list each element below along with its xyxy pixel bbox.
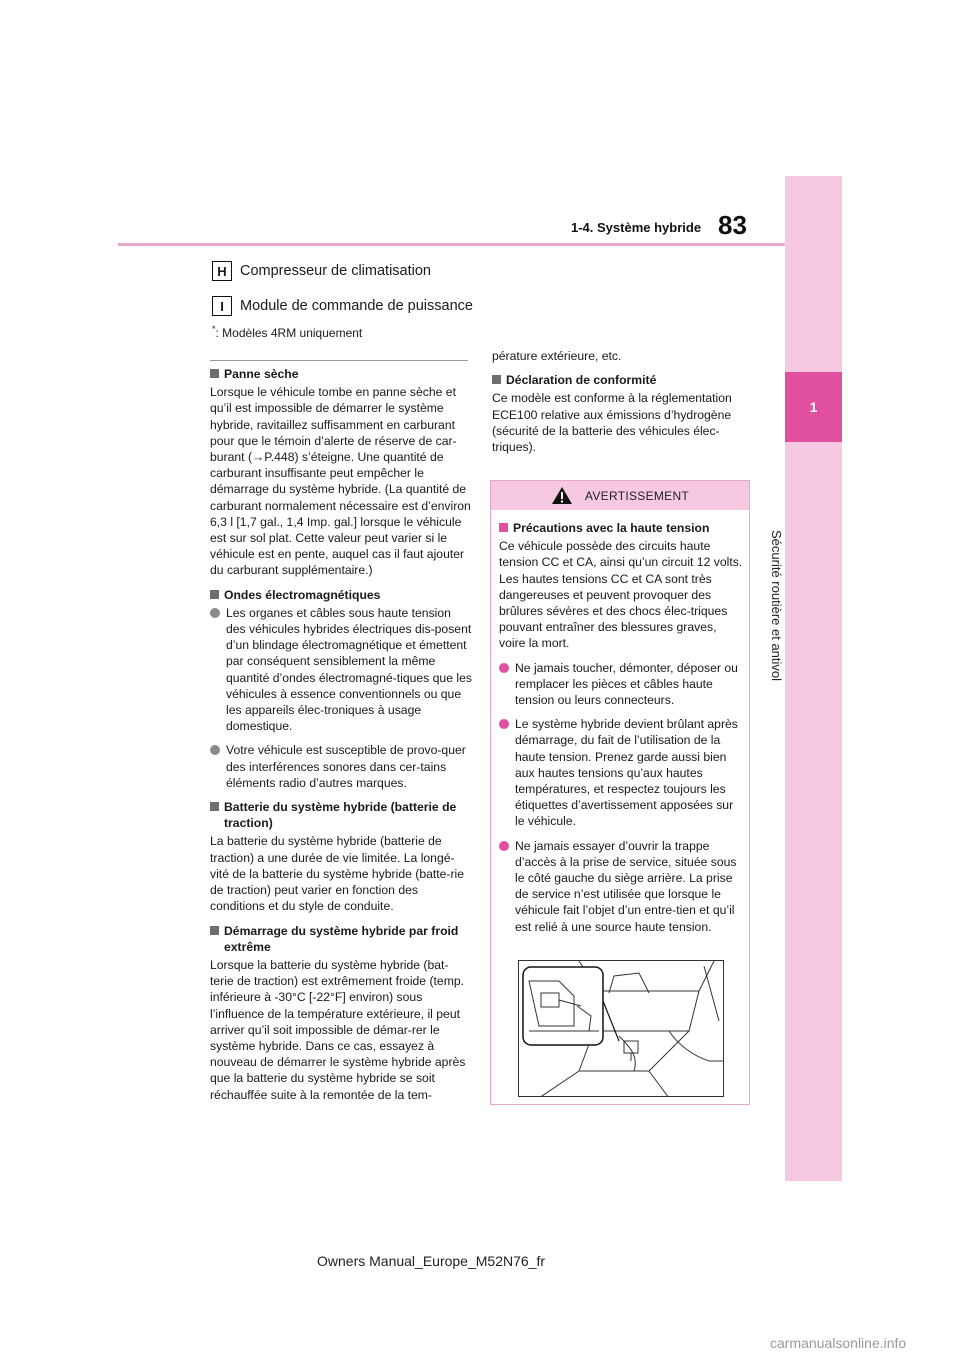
section-heading — [210, 799, 472, 831]
list-item — [210, 742, 472, 791]
chapter-side-strip — [785, 176, 842, 1181]
panne-section — [210, 366, 472, 579]
heading-text: Précautions avec la haute tension — [513, 521, 710, 535]
chapter-title-vertical — [769, 530, 796, 682]
legend-key-box: I — [212, 296, 232, 316]
list-item-text: Le système hybride devient brûlant après démarrage, du fait de l’utilisation de la haute tension. Prenez garde aussi bien aux hautes tensions qu’aux hautes températures, et respectez toujours les étiquettes d’avertissement apposées sur le véhicule. — [515, 717, 738, 829]
circle-bullet-icon — [499, 663, 509, 673]
warning-triangle-icon — [551, 486, 573, 505]
warning-title: AVERTISSEMENT — [584, 488, 690, 503]
left-column — [210, 366, 472, 1111]
header-rule — [118, 243, 785, 246]
circle-bullet-icon — [499, 719, 509, 729]
chapter-tab[interactable] — [785, 372, 842, 442]
section-heading — [210, 923, 472, 955]
warning-header — [491, 481, 749, 510]
section-heading — [492, 372, 747, 388]
heading-text: Batterie du système hybride (batterie de traction) — [224, 800, 457, 831]
heading-text: Ondes électromagnétiques — [224, 587, 381, 602]
square-bullet-icon — [210, 590, 219, 599]
froid-section — [210, 923, 472, 1103]
chapter-title: Sécurité routière et antivol — [769, 530, 784, 682]
ondes-section — [210, 587, 472, 791]
legend-label: Module de commande de puissance — [240, 298, 473, 314]
heading-text: Panne sèche — [224, 367, 299, 381]
list-item — [499, 660, 743, 709]
watermark: carmanualsonline.info — [770, 1335, 907, 1351]
paragraph: La batterie du système hybride (batterie de traction) a une durée de vie limitée. La longé-vité de la batterie du système hybride (batte-rie de traction) peut varier en fonction des conditions et du style de conduite. — [210, 834, 465, 914]
paragraph: Ce modèle est conforme à la réglementation ECE100 relative aux émissions d’hydrogène (sécurité de la batterie des véhicules élec-triques). — [492, 391, 732, 455]
heading-text: Démarrage du système hybride par froid extrême — [224, 923, 459, 954]
legend-item-i — [212, 296, 473, 316]
footnote-text: : Modèles 4RM uniquement — [215, 326, 363, 340]
heading-text: Déclaration de conformité — [506, 373, 657, 388]
paragraph: Lorsque le véhicule tombe en panne sèche et qu’il est impossible de démarrer le système hybride, ravitaillez suffisamment en carburant pour que le témoin d’alerte de réserve de car-burant (→P.448) s’éteigne. Une quantité de carburant insuffisante peut empêcher le démarrage du système hybride. (La quantité de carburant normalement nécessaire est d’environ 6,3 l [1,7 gal., 1,4 Imp. gal.] lorsque le véhicule est sur sol plat. Cette valeur peut varier si le véhicule est en pente, auquel cas il faut ajouter du carburant supplémentaire.) — [210, 385, 471, 578]
chapter-number: 1 — [809, 399, 818, 415]
list-item — [210, 605, 472, 735]
legend-item-h — [212, 261, 431, 281]
list-item — [499, 838, 743, 935]
footnote — [212, 324, 362, 340]
section-title: 1-4. Système hybride — [571, 220, 702, 235]
batterie-section — [210, 799, 472, 914]
legend-key-box: H — [212, 261, 232, 281]
legend-label: Compresseur de climatisation — [240, 263, 431, 279]
section-heading — [210, 366, 472, 382]
right-column — [492, 348, 747, 463]
list-item — [499, 716, 743, 829]
warning-heading — [499, 520, 743, 536]
footnote-marker: * — [212, 324, 216, 334]
column-rule — [210, 360, 468, 361]
footer-text: Owners Manual_Europe_M52N76_fr — [317, 1253, 546, 1269]
square-bullet-icon — [210, 926, 219, 935]
circle-bullet-icon — [210, 608, 220, 618]
warning-body — [491, 510, 749, 935]
list-item-text: Votre véhicule est susceptible de provo-quer des interférences sonores dans cer-tains éléments radio d’autres marques. — [226, 743, 466, 790]
list-item-text: Les organes et câbles sous haute tension des véhicules hybrides électriques dis-posent d’un blindage électromagnétique et émettent par conséquent sensiblement la même quantité d’ondes électromagné-tiques que les véhicules à essence conventionnels ou que les appareils élec-troniques à usage domestique. — [226, 605, 472, 734]
list-item-text: Ne jamais essayer d’ouvrir la trappe d’accès à la prise de service, située sous le côté gauche du siège arrière. La prise de service n’est utilisée que lorsque le véhicule fait l’objet d’un entre-tien et qu’il est relié à une source haute tension. — [515, 838, 737, 934]
list-item-text: Ne jamais toucher, démonter, déposer ou remplacer les pièces et câbles haute tension ou leurs connecteurs. — [515, 660, 738, 708]
warning-intro: Ce véhicule possède des circuits haute tension CC et CA, ainsi qu’un circuit 12 volts. Les hautes tensions CC et CA sont très dangereuses et peuvent provoquer des brûlures sévères et des chocs élec-triques pouvant entraîner des blessures graves, voire la mort. — [499, 539, 743, 651]
rear-seat-drawing — [519, 961, 724, 1097]
square-bullet-icon — [499, 523, 508, 532]
square-bullet-icon — [492, 375, 501, 384]
paragraph-continuation: pérature extérieure, etc. — [492, 349, 622, 363]
page-number: 83 — [718, 210, 747, 240]
section-heading — [210, 587, 472, 603]
circle-bullet-icon — [210, 745, 220, 755]
square-bullet-icon — [210, 802, 219, 811]
circle-bullet-icon — [499, 841, 509, 851]
paragraph: Lorsque la batterie du système hybride (bat-terie de traction) est extrêmement froide (temp. inférieure à -30°C [-22°F] environ) sous l’influence de la température extérieure, il peut arriver qu’il soit impossible de démar-rer le système hybride. Dans ce cas, essayez à nouveau de démarrer le système hybride après que la batterie du système hybride se soit réchauffée suite à la remontée de la tem- — [210, 957, 466, 1102]
service-plug-illustration — [518, 960, 724, 1097]
square-bullet-icon — [210, 369, 219, 378]
